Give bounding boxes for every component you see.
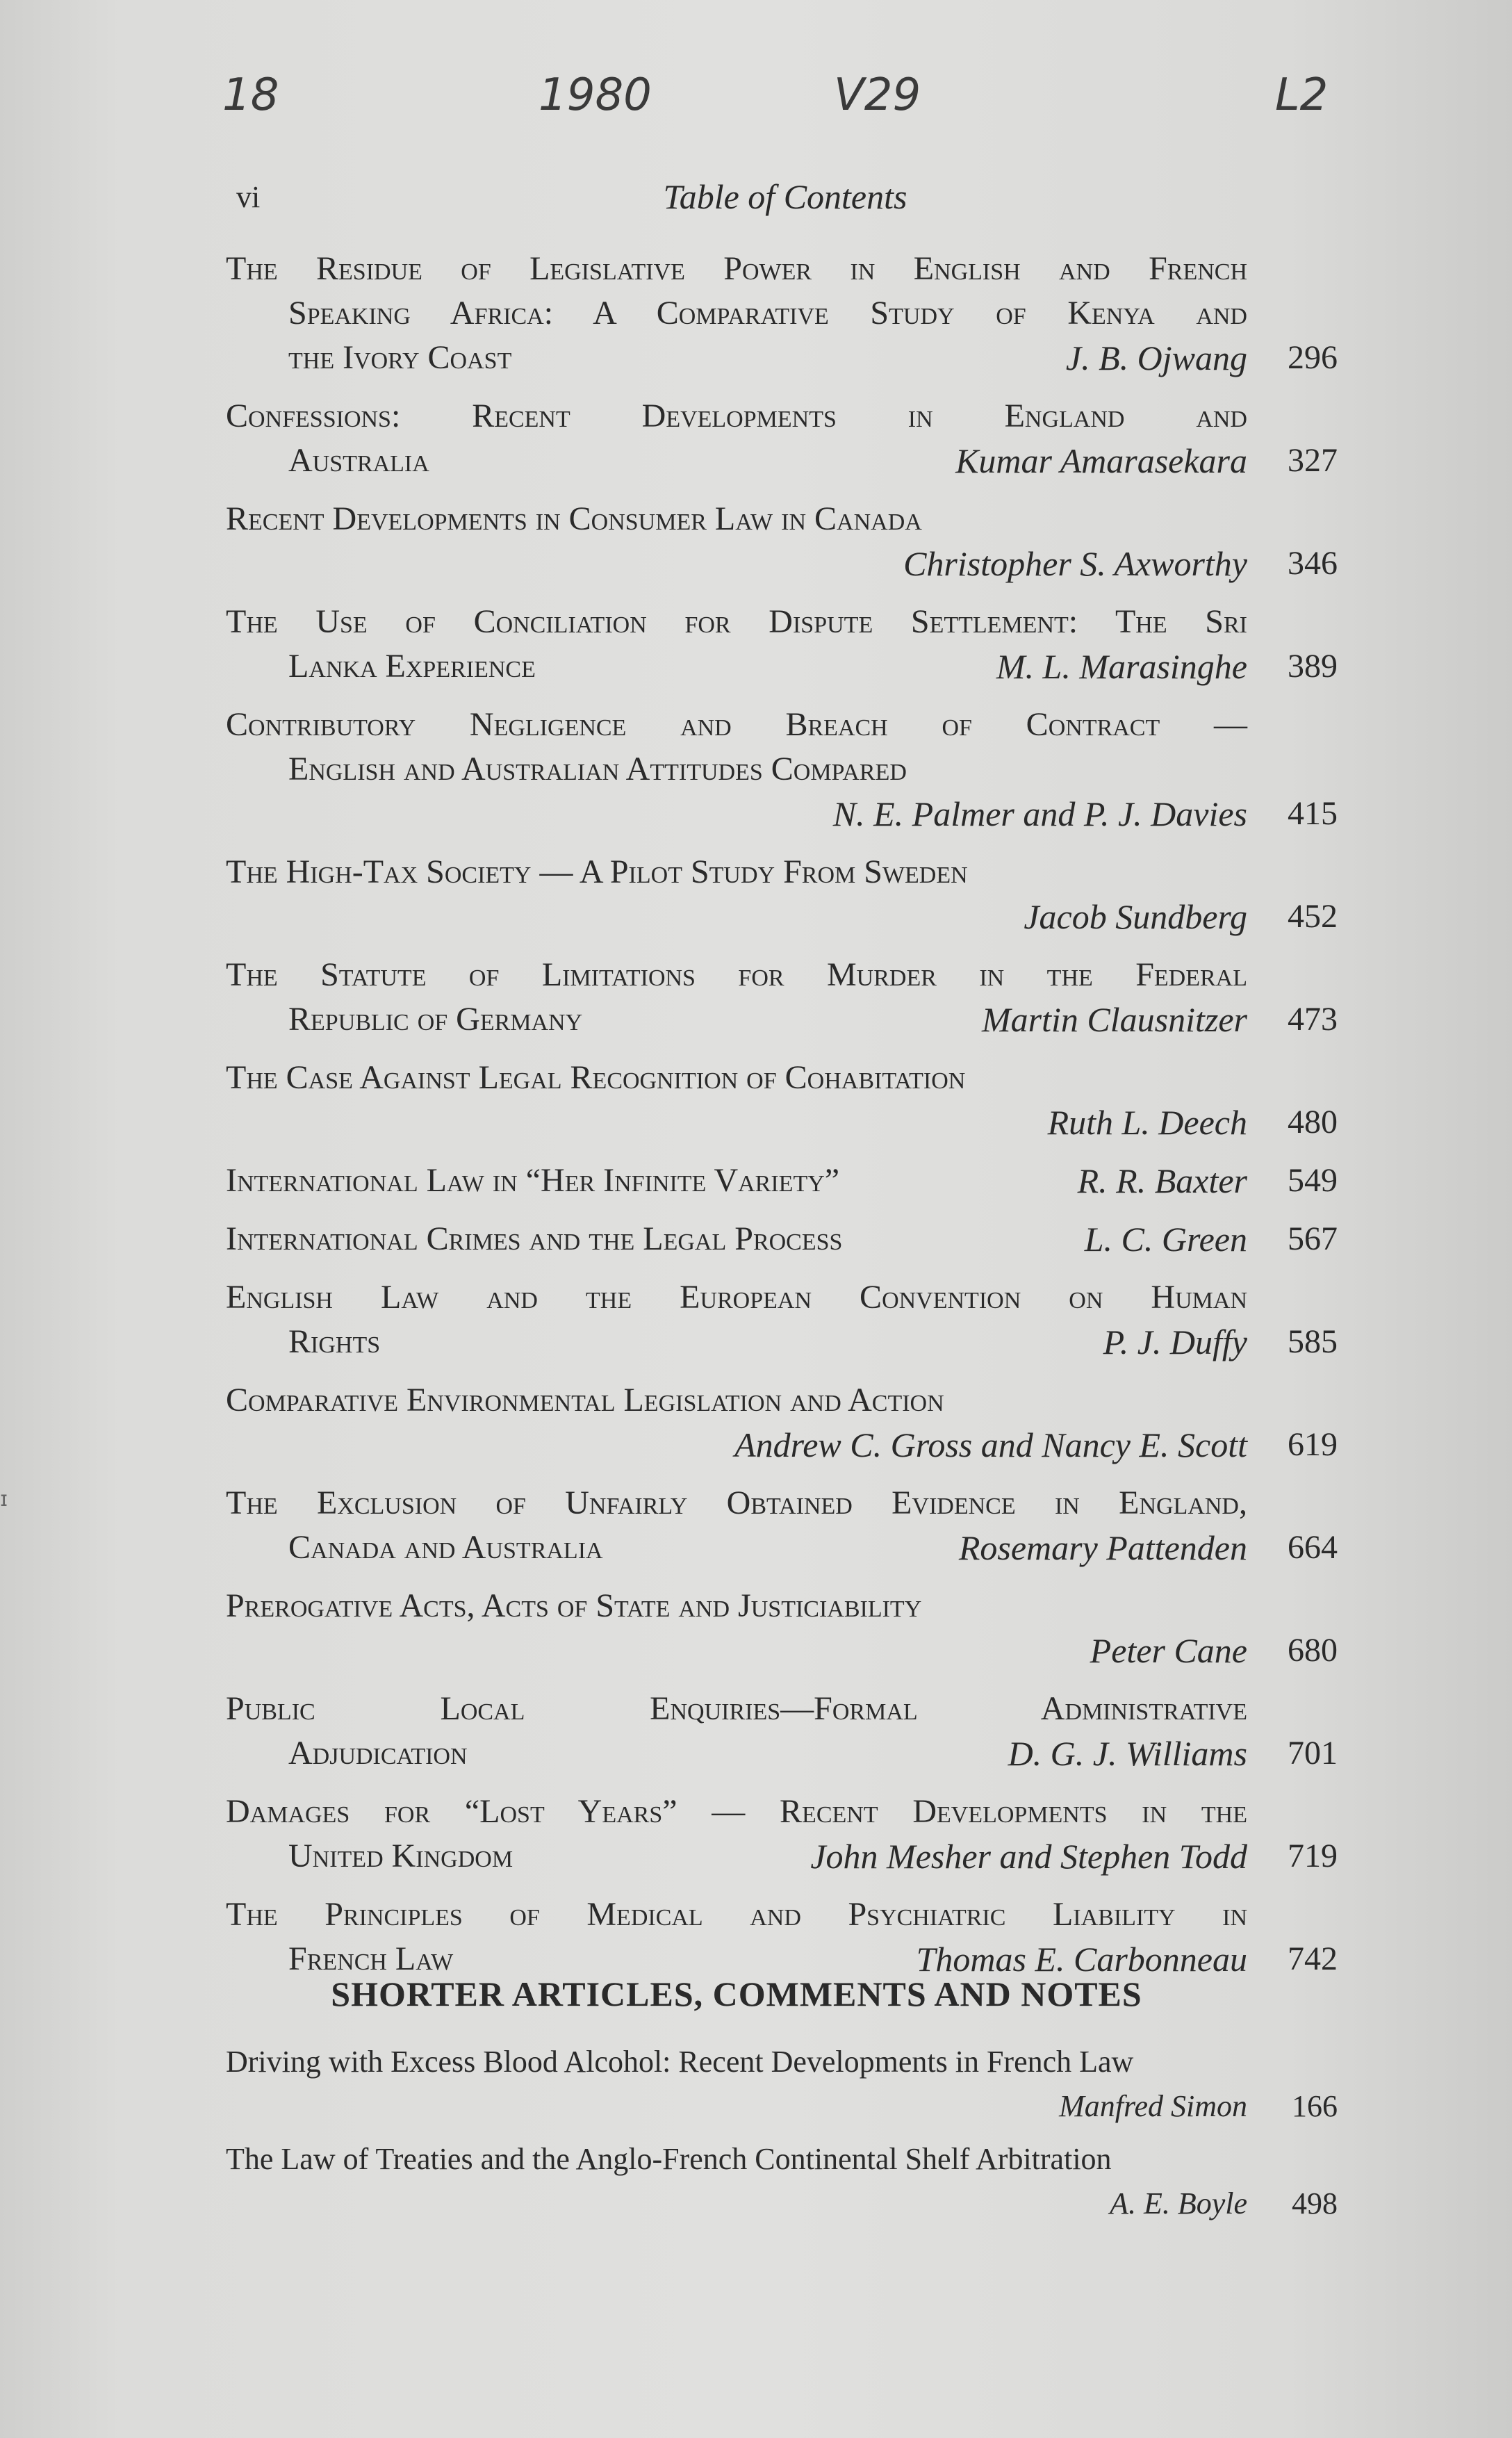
entry-title-line: Speaking Africa: A Comparative Study of Kenya and [288,295,1247,332]
short-entry [226,2040,1338,2129]
toc-entry-line [226,336,1338,380]
toc-entry [226,497,1338,586]
short-entry-page-number: 498 [1292,2186,1338,2220]
entry-author: Martin Clausnitzer [982,1000,1247,1039]
short-entry-author: A. E. Boyle [1110,2186,1247,2220]
entry-page-number: 480 [1288,1104,1338,1140]
entry-title-line: The Residue of Legislative Power in English and French [226,250,1247,287]
entry-title-line: Republic of Germany [288,1001,583,1038]
toc-entry [226,247,1338,380]
toc-entry-author-line [226,1628,1338,1673]
entry-title-line: The Principles of Medical and Psychiatric Liability in [226,1896,1247,1933]
toc-entry [226,1275,1338,1364]
entry-title-line: The Case Against Legal Recognition of Cohabitation [226,1059,966,1096]
table-of-contents [226,247,1338,1995]
entry-page-number: 701 [1288,1735,1338,1772]
entry-author: Thomas E. Carbonneau [916,1940,1247,1979]
entry-page-number: 296 [1288,339,1338,376]
entry-title: International Crimes and the Legal Process [226,1220,843,1257]
toc-entry [226,1892,1338,1981]
margin-mark: ɪ [0,1487,8,1512]
short-entry-author-line [226,2182,1338,2226]
entry-title-line: The Exclusion of Unfairly Obtained Evidence in England, [226,1484,1247,1521]
entry-title: International Law in “Her Infinite Variety” [226,1162,840,1199]
entry-author: John Mesher and Stephen Todd [810,1837,1247,1876]
page-folio: vi [236,180,261,214]
toc-entry-line [226,644,1338,689]
toc-entry-line [226,1217,1338,1261]
short-entry-author-line [226,2084,1338,2129]
toc-entry [226,1790,1338,1879]
entry-title-line: The Use of Conciliation for Dispute Settlement: The Sri [226,603,1247,640]
toc-entry-author-line [226,894,1338,939]
toc-entry-line [226,439,1338,483]
toc-entry [226,850,1338,939]
entry-author: M. L. Marasinghe [996,647,1247,686]
short-entry-title: Driving with Excess Blood Alcohol: Recent Developments in French Law [226,2045,1134,2079]
entry-title-line: Comparative Environmental Legislation and Action [226,1382,944,1418]
entry-title-line: Prerogative Acts, Acts of State and Justiciability [226,1587,922,1624]
entry-title-line: the Ivory Coast [288,339,512,376]
handwritten-year: 1980 [539,69,652,121]
entry-title-line: The High-Tax Society — A Pilot Study From Sweden [226,853,968,890]
entry-author: L. C. Green [1084,1220,1247,1259]
toc-entry [226,953,1338,1042]
entry-title-line: Canada and Australia [288,1529,603,1566]
entry-page-number: 664 [1288,1529,1338,1566]
page-title: Table of Contents [663,177,907,216]
entry-author: P. J. Duffy [1103,1323,1247,1361]
short-entry-page-number: 166 [1292,2089,1338,2123]
entry-page-number: 567 [1288,1220,1338,1257]
toc-entry-author-line [226,1100,1338,1145]
entry-page-number: 415 [1288,795,1338,832]
short-entry [226,2137,1338,2226]
entry-title-line: Public Local Enquiries—Formal Administrative [226,1690,1247,1727]
entry-author: N. E. Palmer and P. J. Davies [832,794,1247,833]
toc-entry-author-line [226,541,1338,586]
entry-title-line: The Statute of Limitations for Murder in the Federal [226,956,1247,993]
toc-entry-line [226,1320,1338,1364]
entry-author: R. R. Baxter [1077,1161,1247,1200]
entry-author: Jacob Sundberg [1024,897,1247,936]
toc-entry-line [226,1731,1338,1776]
entry-page-number: 585 [1288,1323,1338,1360]
handwritten-shelf-mark: L2 [1275,69,1329,121]
toc-entry-line [226,1159,1338,1203]
entry-author: Rosemary Pattenden [958,1528,1247,1567]
toc-entry [226,1217,1338,1261]
short-entry-title: The Law of Treaties and the Anglo-French Continental Shelf Arbitration [226,2142,1112,2176]
toc-entry [226,1687,1338,1776]
entry-title-line: Contributory Negligence and Breach of Contract — [226,706,1247,743]
entry-author: Peter Cane [1090,1631,1247,1670]
section-heading: SHORTER ARTICLES, COMMENTS AND NOTES [331,1974,1142,2013]
entry-page-number: 719 [1288,1838,1338,1874]
handwritten-volume: V29 [834,69,921,121]
toc-entry [226,1159,1338,1203]
entry-page-number: 327 [1288,442,1338,479]
entry-title-line: Lanka Experience [288,648,536,685]
entry-title-line: Adjudication [288,1735,468,1772]
entry-page-number: 473 [1288,1001,1338,1038]
entry-author: Andrew C. Gross and Nancy E. Scott [734,1425,1247,1464]
entry-title-line: French Law [288,1940,454,1977]
entry-page-number: 346 [1288,545,1338,582]
toc-entry-line [226,997,1338,1042]
short-entry-author: Manfred Simon [1059,2089,1247,2123]
entry-page-number: 452 [1288,898,1338,935]
handwritten-volume-mark: 18 [222,69,279,121]
toc-entry-author-line [226,1423,1338,1467]
entry-title-line: Rights [288,1323,381,1360]
entry-title-line: English and Australian Attitudes Compared [288,751,907,787]
toc-entry [226,1584,1338,1673]
entry-author: Christopher S. Axworthy [903,544,1247,583]
entry-page-number: 680 [1288,1632,1338,1669]
toc-entry-line [226,1525,1338,1570]
toc-entry [226,394,1338,483]
toc-entry [226,1378,1338,1467]
entry-title-line: Confessions: Recent Developments in England and [226,398,1247,434]
entry-title-line: United Kingdom [288,1838,513,1874]
entry-author: D. G. J. Williams [1008,1734,1247,1773]
entry-author: J. B. Ojwang [1065,338,1247,377]
toc-entry-line [226,1834,1338,1879]
entry-page-number: 742 [1288,1940,1338,1977]
entry-title-line: Recent Developments in Consumer Law in Canada [226,500,922,537]
entry-page-number: 389 [1288,648,1338,685]
running-header [236,179,1334,221]
entry-page-number: 549 [1288,1162,1338,1199]
toc-entry [226,1056,1338,1145]
toc-entry [226,600,1338,689]
entry-title-line: Australia [288,442,429,479]
shorter-articles-list [226,2040,1338,2234]
entry-author: Kumar Amarasekara [955,441,1247,480]
entry-author: Ruth L. Deech [1047,1103,1247,1142]
entry-title-line: English Law and the European Convention on Human [226,1279,1247,1316]
toc-entry [226,703,1338,836]
entry-page-number: 619 [1288,1426,1338,1463]
toc-entry-author-line [226,792,1338,836]
entry-title-line: Damages for “Lost Years” — Recent Developments in the [226,1793,1247,1830]
toc-entry [226,1481,1338,1570]
